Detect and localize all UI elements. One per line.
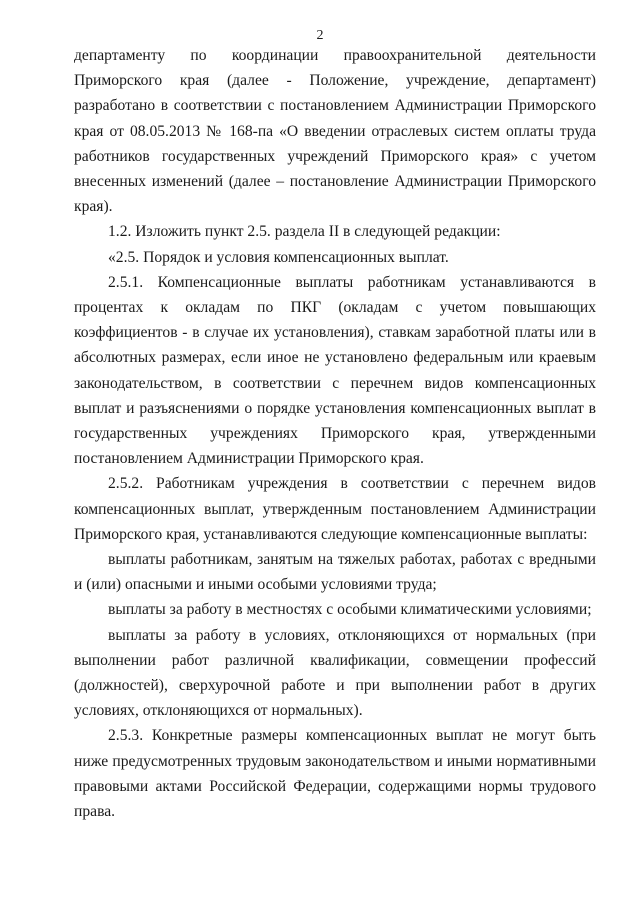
paragraph-section-2-5-heading: «2.5. Порядок и условия компенсационных выплат. [108, 248, 449, 266]
list-item-abnormal-conditions: выплаты за работу в условиях, отклоняющихся от нормальных (при выполнении работ различной квалификации, совмещении профессий (должностей), сверхурочной работе и при выполнении работ в других условиях, отклоняющихся от нормальных). [74, 626, 596, 720]
paragraph-2-5-3: 2.5.3. Конкретные размеры компенсационных выплат не могут быть ниже предусмотренных трудовым законодательством и иными нормативными правовыми актами Российской Федерации, содержащими нормы трудового права. [74, 727, 596, 821]
paragraph-intro-continuation: департаменту по координации правоохранительной деятельности Приморского края (далее - Положение, учреждение, департамент) разработано в соответствии с постановлением Администрации Приморского края от 08.05.2013 № 168-па «О введении отраслевых систем оплаты труда работников государственных учреждений Приморского края» с учетом внесенных изменений (далее – постановление Администрации Приморского края). [74, 47, 596, 216]
paragraph-2-5-2: 2.5.2. Работникам учреждения в соответствии с перечнем видов компенсационных выплат, утвержденным постановлением Администрации Приморского края, устанавливаются следующие компенсационные выплаты: [74, 475, 596, 543]
list-item-hazardous-work: выплаты работникам, занятым на тяжелых работах, работах с вредными и (или) опасными и иными особыми условиями труда; [74, 551, 596, 594]
page-number: 2 [316, 28, 324, 43]
paragraph-amendment-1-2: 1.2. Изложить пункт 2.5. раздела II в следующей редакции: [108, 223, 501, 241]
paragraph-2-5-1: 2.5.1. Компенсационные выплаты работникам устанавливаются в процентах к окладам по ПКГ (окладам с учетом повышающих коэффициентов - в случае их установления), ставкам заработной платы или в абсолютных размерах, если иное не установлено федеральным или краевым законодательством, в соответствии с перечнем видов компенсационных выплат и разъяснениями о порядке установления компенсационных выплат в государственных учреждениях Приморского края, утвержденными постановлением Администрации Приморского края. [74, 273, 596, 468]
document-body [74, 43, 596, 824]
list-item-climatic-conditions: выплаты за работу в местностях с особыми климатическими условиями; [108, 601, 592, 619]
